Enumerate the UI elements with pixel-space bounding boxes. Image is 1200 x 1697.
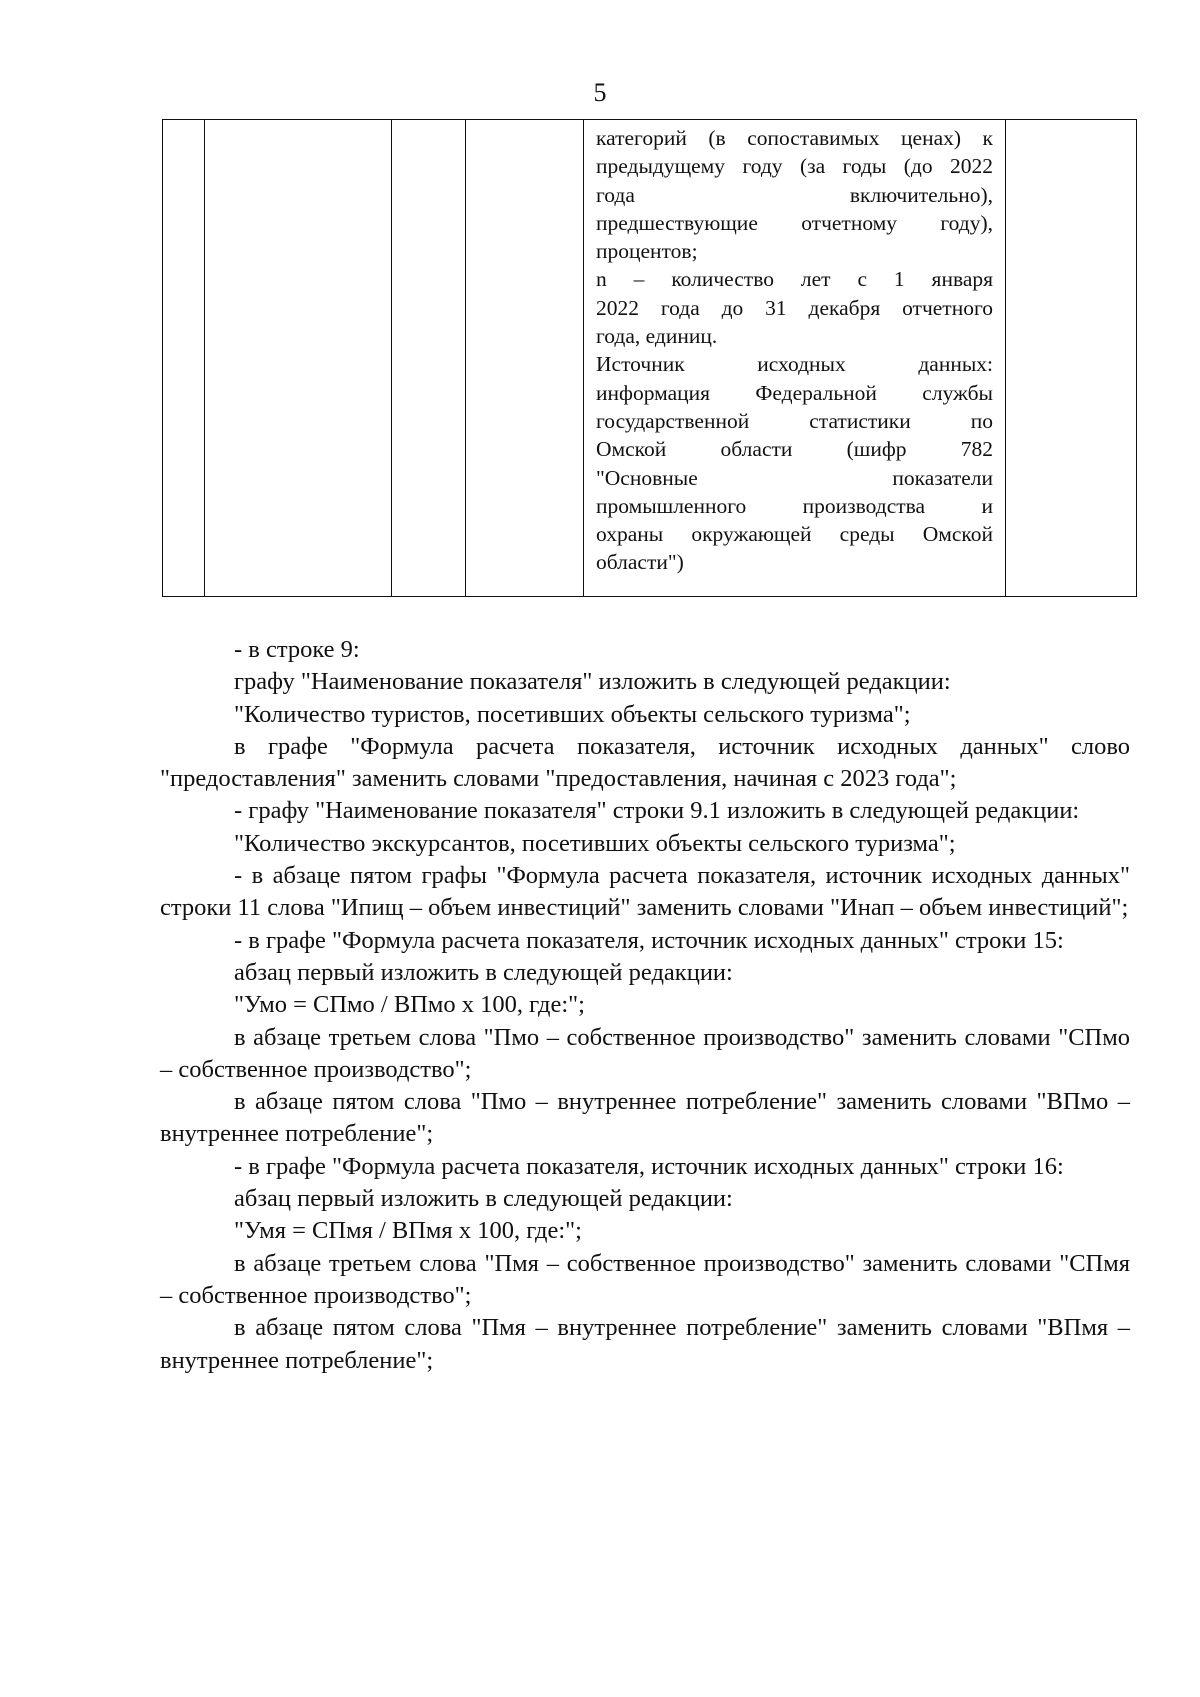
- formula-line: предыдущему году (за годы (до 2022: [596, 154, 993, 179]
- paragraph: в абзаце третьем слова "Пмо – собственное производство" заменить словами "СПмо – собственное производство";: [160, 1023, 1130, 1083]
- formula-line: n – количество лет с 1 января: [596, 267, 993, 292]
- paragraph: - в графе "Формула расчета показателя, источник исходных данных" строки 15:: [234, 926, 1064, 954]
- indicator-table-fragment: [162, 119, 1137, 597]
- paragraph: абзац первый изложить в следующей редакции:: [234, 1185, 733, 1213]
- paragraph: "Умо = СПмо / ВПмо х 100, где:";: [234, 991, 585, 1019]
- formula-line: 2022 года до 31 декабря отчетного: [596, 295, 993, 320]
- formula-line: года, единиц.: [596, 324, 718, 349]
- table-row: [163, 120, 1137, 597]
- formula-line: категорий (в сопоставимых ценах) к: [596, 126, 993, 150]
- formula-line: области"): [596, 550, 684, 575]
- formula-line: промышленного производства и: [596, 493, 993, 518]
- paragraph: графу "Наименование показателя" изложить в следующей редакции:: [234, 668, 951, 696]
- formula-line: "Основные показатели: [596, 465, 993, 490]
- table-cell-formula: [584, 120, 1006, 597]
- paragraph: в абзаце пятом слова "Пмо – внутреннее потребление" заменить словами "ВПмо – внутреннее потребление";: [160, 1088, 1130, 1148]
- formula-line: охраны окружающей среды Омской: [596, 522, 993, 547]
- table-cell-indicator-name: [205, 120, 392, 597]
- paragraph: "Умя = СПмя / ВПмя х 100, где:";: [234, 1217, 582, 1245]
- amendment-text: [160, 634, 1130, 1377]
- formula-line: предшествующие отчетному году),: [596, 210, 993, 235]
- paragraph: "Количество экскурсантов, посетивших объекты сельского туризма";: [234, 829, 956, 857]
- paragraph: в графе "Формула расчета показателя, источник исходных данных" слово "предоставления" заменить словами "предоставления, начиная с 2023 года";: [160, 732, 1130, 793]
- formula-line: Омской области (шифр 782: [596, 437, 993, 462]
- formula-line: процентов;: [596, 239, 698, 264]
- formula-line: Источник исходных данных:: [596, 352, 993, 377]
- formula-line: государственной статистики по: [596, 408, 993, 433]
- paragraph: "Количество туристов, посетивших объекты сельского туризма";: [234, 700, 911, 728]
- paragraph: - в строке 9:: [234, 636, 360, 663]
- table-cell-value: [466, 120, 584, 597]
- formula-line: года включительно),: [596, 182, 993, 207]
- paragraph: в абзаце третьем слова "Пмя – собственное производство" заменить словами "СПмя – собственное производство";: [160, 1249, 1130, 1309]
- page-number: 5: [593, 78, 607, 107]
- paragraph: - в абзаце пятом графы "Формула расчета показателя, источник исходных данных" строки 11 слова "Ипищ – объем инвестиций" заменить словами "Инап – объем инвестиций";: [160, 862, 1130, 922]
- paragraph: абзац первый изложить в следующей редакции:: [234, 958, 733, 986]
- paragraph: - графу "Наименование показателя" строки 9.1 изложить в следующей редакции:: [234, 797, 1080, 825]
- table-cell-number: [163, 120, 205, 597]
- paragraph: в абзаце пятом слова "Пмя – внутреннее потребление" заменить словами "ВПмя – внутреннее потребление";: [160, 1314, 1130, 1374]
- table-cell-note: [1006, 120, 1137, 597]
- formula-line: информация Федеральной службы: [596, 380, 993, 405]
- table-cell-unit: [392, 120, 466, 597]
- paragraph: - в графе "Формула расчета показателя, источник исходных данных" строки 16:: [234, 1152, 1064, 1180]
